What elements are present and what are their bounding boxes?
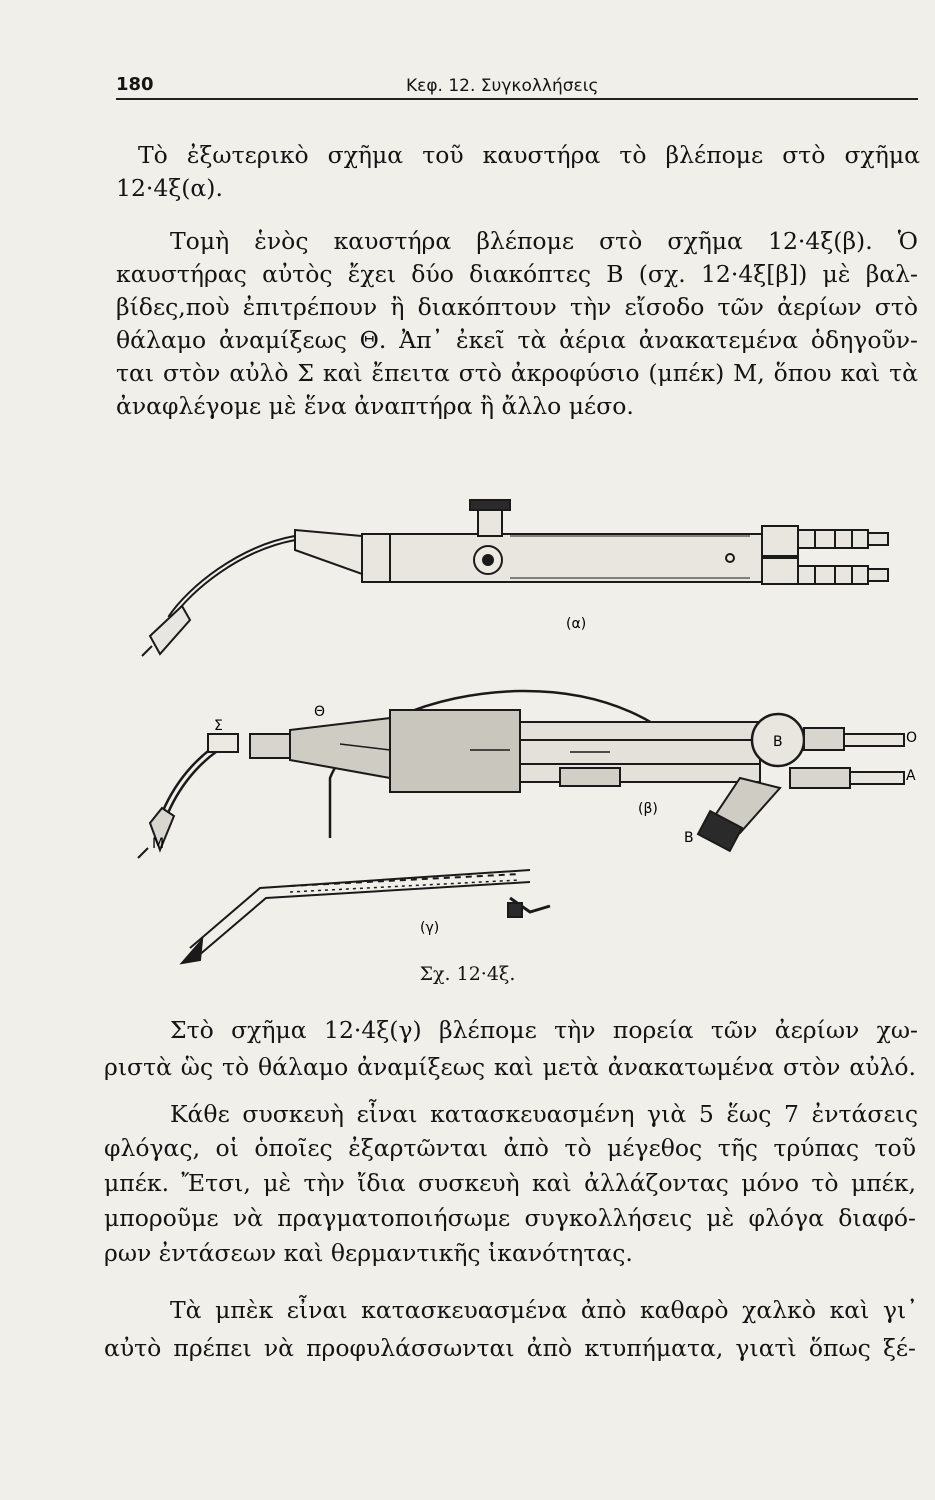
part-label-valve-b: Β	[773, 734, 783, 750]
part-label-theta: Θ	[314, 704, 326, 720]
part-label-lower-b: Β	[684, 830, 694, 846]
paragraph-4-cont	[104, 1131, 916, 1271]
text-line: μπέκ. Ἔτσι, μὲ τὴν ἴδια συσκευὴ καὶ ἀλλάζοντας μόνο τὸ μπέκ,	[104, 1169, 916, 1197]
figure-label-b: (β)	[638, 801, 658, 817]
text-line: Τὰ μπὲκ εἶναι κατασκευασμένα ἀπὸ καθαρὸ χαλκὸ καὶ γι᾿	[170, 1296, 918, 1324]
text-line: αὐτὸ πρέπει νὰ προφυλάσσωνται ἀπὸ κτυπήματα, γιατὶ ὅπως ξέ-	[104, 1334, 916, 1362]
paragraph-1-cont	[116, 172, 916, 205]
page-number: 180	[116, 74, 154, 95]
paragraph-3	[170, 1014, 918, 1047]
figure-label-c: (γ)	[420, 920, 440, 936]
figure-caption: Σχ. 12·4ξ.	[419, 963, 516, 985]
paragraph-2-cont	[116, 258, 918, 423]
paragraph-5-cont	[104, 1332, 916, 1365]
text-line: βίδες,ποὺ ἐπιτρέπουν ἢ διακόπτουν τὴν εἴσοδο τῶν ἀερίων στὸ	[116, 293, 918, 321]
text-line: ται στὸν αὐλὸ Σ καὶ ἔπειτα στὸ ἀκροφύσιο (μπέκ) Μ, ὅπου καὶ τὰ	[116, 359, 918, 387]
text-line: Τὸ ἐξωτερικὸ σχῆμα τοῦ καυστήρα τὸ βλέπομε στὸ σχῆμα	[138, 141, 920, 169]
part-label-a: Α	[906, 768, 916, 784]
torch-section-view	[138, 691, 904, 858]
part-label-m: Μ	[152, 836, 165, 852]
header-rule	[116, 98, 918, 100]
paragraph-1	[138, 139, 920, 172]
text-line: Κάθε συσκευὴ εἶναι κατασκευασμένη γιὰ 5 ἕως 7 ἐντάσεις	[170, 1100, 918, 1128]
paragraph-4	[170, 1098, 918, 1131]
text-line: θάλαμο ἀναμίξεως Θ. Ἀπ᾿ ἐκεῖ τὰ ἀέρια ἀνακατεμένα ὁδηγοῦν-	[116, 326, 918, 354]
paragraph-5	[170, 1294, 918, 1327]
paragraph-3-cont	[104, 1051, 916, 1084]
part-label-o: Ο	[906, 730, 918, 746]
text-line: Στὸ σχῆμα 12·4ξ(γ) βλέπομε τὴν πορεία τῶν ἀερίων χω-	[170, 1016, 918, 1044]
text-line: μποροῦμε νὰ πραγματοποιήσωμε συγκολλήσεις μὲ φλόγα διαφό-	[104, 1204, 916, 1232]
text-line: ριστὰ ὣς τὸ θάλαμο ἀναμίξεως καὶ μετὰ ἀνακατωμένα στὸν αὐλό.	[104, 1053, 916, 1081]
text-line: 12·4ξ(α).	[116, 174, 223, 202]
paragraph-2	[170, 225, 918, 258]
welding-torch-figure	[90, 478, 930, 998]
part-label-sigma: Σ	[214, 718, 223, 734]
text-line: φλόγας, οἱ ὁποῖες ἐξαρτῶνται ἀπὸ τὸ μέγεθος τῆς τρύπας τοῦ	[104, 1134, 916, 1162]
text-line: ρων ἐντάσεων καὶ θερμαντικῆς ἱκανότητας.	[104, 1239, 633, 1267]
text-line: ἀναφλέγομε μὲ ἕνα ἀναπτήρα ἢ ἄλλο μέσο.	[116, 392, 634, 420]
torch-external-view	[142, 500, 888, 656]
figure-label-a: (α)	[566, 616, 587, 632]
text-line: Τομὴ ἑνὸς καυστήρα βλέπομε στὸ σχῆμα 12·4ξ(β). Ὁ	[170, 227, 918, 255]
running-head: Κεφ. 12. Συγκολλήσεις	[406, 76, 599, 96]
page-header	[116, 72, 918, 98]
gas-flow-diagram	[182, 870, 550, 963]
text-line: καυστήρας αὐτὸς ἔχει δύο διακόπτες Β (σχ. 12·4ξ[β]) μὲ βαλ-	[116, 260, 918, 288]
